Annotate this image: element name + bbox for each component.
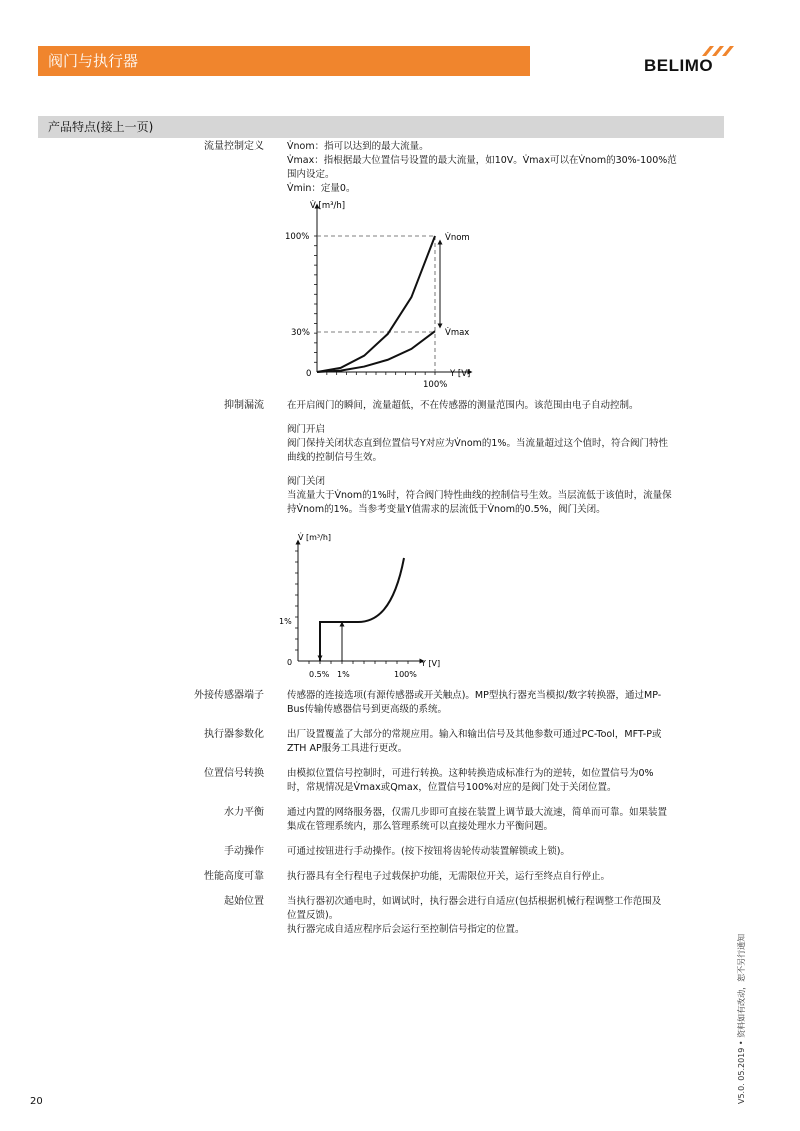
text-valve-open — [287, 423, 723, 465]
chart1-xlabel: Y [V] — [450, 369, 471, 379]
label-position: 位置信号转换 — [204, 768, 264, 779]
logo-text: BELIMO — [644, 56, 714, 75]
label-param: 执行器参数化 — [204, 729, 264, 740]
text-manual: 可通过按钮进行手动操作。(按下按钮将齿轮传动装置解锁或上锁)。 — [287, 846, 570, 857]
chart1-xtick-100: 100% — [423, 380, 448, 390]
text-param — [287, 728, 723, 756]
valve-close-line: 持V̇nom的1%。当参考变量Y值需求的层流低于V̇nom的0.5%，阀门关闭。 — [287, 504, 606, 515]
chart1-series-vnom — [317, 236, 435, 372]
text-creep-intro: 在开启阀门的瞬间，流量超低，不在传感器的测量范围内。该范围由电子自动控制。 — [287, 400, 639, 411]
home-line: 当执行器初次通电时，如调试时，执行器会进行自适应(包括根据机械行程调整工作范围及 — [287, 896, 662, 907]
text-valve-close — [287, 475, 723, 517]
chart1-label-vnom: V̇nom — [445, 233, 470, 243]
section-bar — [38, 116, 724, 138]
label-manual: 手动操作 — [224, 846, 264, 857]
label-hydraulic: 水力平衡 — [224, 807, 264, 818]
home-line: 位置反馈)。 — [287, 910, 339, 921]
section-title: 产品特点(接上一页) — [48, 120, 154, 134]
page-number: 20 — [30, 1096, 43, 1107]
hydraulic-line: 集成在管理系统内，那么管理系统可以直接处理水力平衡问题。 — [287, 821, 554, 832]
chart2-xtick-05: 0.5% — [309, 670, 330, 679]
hydraulic-line: 通过内置的网络服务器，仅需几步即可直接在装置上调节最大流速，简单而可靠。如果装置 — [287, 807, 668, 818]
chart2-ylabel: V̇ [m³/h] — [298, 533, 332, 542]
chart1-ytick-0: 0 — [306, 369, 312, 379]
chart2-series-curve — [320, 558, 404, 661]
label-home: 起始位置 — [224, 896, 264, 907]
belimo-logo — [644, 44, 734, 76]
version-note: V5.0. 05.2019 • 资料如有改动，恕不另行通知 — [737, 933, 746, 1104]
flow-line: V̇max：指根据最大位置信号设置的最大流量，如10V。V̇max可以在V̇nom的30%-100%范 — [287, 155, 677, 166]
text-reliable: 执行器具有全行程电子过载保护功能，无需限位开关，运行至终点自行停止。 — [287, 871, 611, 882]
valve-close-line: 当流量大于V̇nom的1%时，符合阀门特性曲线的控制信号生效。当层流低于该值时，流量保 — [287, 490, 672, 501]
text-flow-control — [287, 140, 723, 196]
valve-open-line: 曲线的控制信号生效。 — [287, 452, 383, 463]
chart2-xlabel: Y [V] — [421, 659, 441, 668]
header-title: 阀门与执行器 — [48, 52, 139, 70]
flow-line: V̇min：定量0。 — [287, 183, 356, 194]
position-line: 时，常规情况是V̇max或Qmax，位置信号100%对应的是阀门处于关闭位置。 — [287, 782, 617, 793]
label-flow-control: 流量控制定义 — [204, 141, 264, 152]
chart1-ytick-100: 100% — [285, 232, 310, 242]
chart1-ytick-30: 30% — [291, 328, 310, 338]
label-creep: 抑制漏流 — [224, 400, 264, 411]
creep-chart — [276, 530, 476, 685]
home-line: 执行器完成自适应程序后会运行至控制信号指定的位置。 — [287, 924, 525, 935]
param-line: 出厂设置覆盖了大部分的常规应用。输入和输出信号及其他参数可通过PC-Tool，MFT-P或 — [287, 729, 662, 740]
flow-curve-chart — [280, 196, 500, 396]
chart2-ytick-0: 0 — [287, 658, 293, 667]
label-sensor: 外接传感器端子 — [194, 690, 264, 701]
sensor-line: Bus传输传感器信号到更高级的系统。 — [287, 704, 447, 715]
flow-line: 围内设定。 — [287, 169, 335, 180]
position-line: 由模拟位置信号控制时，可进行转换。这种转换造成标准行为的逆转，如位置信号为0% — [287, 768, 654, 779]
header-bar — [38, 46, 530, 76]
valve-open-title: 阀门开启 — [287, 424, 326, 435]
label-reliable: 性能高度可靠 — [204, 871, 264, 882]
valve-close-title: 阀门关闭 — [287, 476, 326, 487]
chart2-xtick-1: 1% — [337, 670, 350, 679]
text-position — [287, 767, 723, 795]
chart1-ylabel: V̇ [m³/h] — [310, 201, 346, 211]
chart2-xtick-100: 100% — [394, 670, 417, 679]
chart1-label-vmax: V̇max — [445, 328, 470, 338]
chart1-series-vmax — [317, 331, 435, 372]
flow-line: V̇nom：指可以达到的最大流量。 — [287, 141, 429, 152]
sensor-line: 传感器的连接选项(有源传感器或开关触点)。MP型执行器充当模拟/数字转换器，通过MP- — [287, 690, 662, 701]
param-line: ZTH AP服务工具进行更改。 — [287, 743, 408, 754]
logo-marks-icon — [696, 44, 736, 58]
valve-open-line: 阀门保持关闭状态直到位置信号Y对应为V̇nom的1%。当流量超过这个值时，符合阀门特性 — [287, 438, 668, 449]
text-hydraulic — [287, 806, 723, 834]
text-sensor — [287, 689, 723, 717]
text-home — [287, 895, 723, 937]
chart2-ytick-1: 1% — [279, 617, 292, 626]
